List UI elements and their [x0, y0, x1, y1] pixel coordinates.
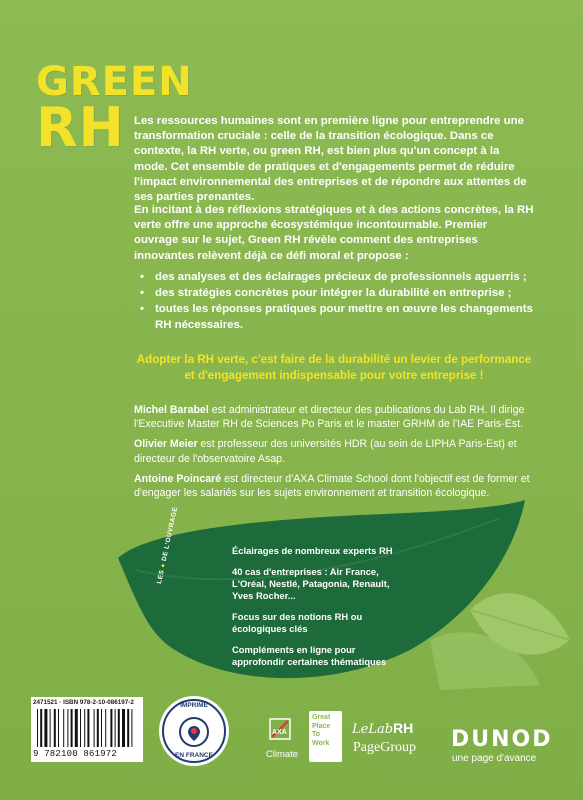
- badge-top-text: IMPRIMÉ: [180, 702, 208, 709]
- author-bio-text: est administrateur et directeur des publications du Lab RH. Il dirige l'Executive Master RH de Sciences Po Paris et le master GRHM de l'IAE Paris-Est.: [134, 404, 525, 431]
- author-name: Olivier Meier: [134, 438, 198, 451]
- author-bio: [134, 403, 538, 431]
- axa-climate-logo: [262, 715, 298, 767]
- barcode-bar: [67, 709, 68, 747]
- author-bio: [134, 437, 538, 465]
- barcode-bar: [97, 709, 99, 747]
- gptw-word: Work: [312, 739, 330, 747]
- barcode-bar: [110, 709, 112, 747]
- gptw-word: Place: [312, 722, 331, 730]
- intro-paragraph-2: En incitant à des réflexions stratégiques et à des actions concrètes, la RH verte offre une approche écosystémique incontournable. Premier ouvrage sur le sujet, Green RH révèle comment des entreprises innovantes relèvent déjà ce défi moral et propose :: [134, 204, 534, 262]
- feature-item: 40 cas d'entreprises : Air France, L'Oréal, Nestlé, Patagonia, Renault, Yves Rocher...: [232, 566, 390, 601]
- pagegroup-logo: PageGroup: [353, 740, 416, 755]
- barcode-box: [31, 697, 143, 762]
- barcode-bar: [71, 709, 73, 747]
- barcode-bar: [50, 709, 51, 747]
- barcode-bar: [58, 709, 59, 747]
- great-place-to-work-logo: [309, 711, 342, 762]
- dunod-logo: DUNOD: [451, 727, 553, 752]
- gptw-word: Great: [312, 714, 331, 721]
- barcode-bar: [127, 709, 129, 747]
- barcode-bar: [118, 709, 120, 747]
- author-bio-text: est professeur des universités HDR (au sein de LIPHA Paris-Est) et directeur de l'observatoire Asap.: [134, 438, 517, 465]
- barcode-bar: [115, 709, 116, 747]
- intro-paragraph-1: Les ressources humaines sont en première ligne pour entreprendre une transformation cruciale : celle de la transition écologique. Dans ce contexte, la RH verte, ou green RH, est bien plus qu'un concept à la mode. Cet ensemble de pratiques et d'engagements permet de réduire l'impact environnemental des entreprises et de répondre aux attentes de ses parties prenantes.: [134, 115, 527, 204]
- gptw-word: To: [312, 731, 321, 738]
- feature-item: Éclairages de nombreux experts RH: [232, 545, 393, 556]
- author-name: Antoine Poincaré: [134, 472, 222, 485]
- bullet-item: • des analyses et des éclairages précieux de professionnels aguerris ;: [140, 270, 536, 285]
- barcode-bar: [40, 709, 42, 747]
- axa-climate-text: Climate: [265, 749, 299, 760]
- author-bio-text: est directeur d'AXA Climate School dont l'objectif est de former et d'engager les salariés sur les sujets environnement et transition écologique.: [134, 472, 530, 500]
- barcode-digits: 9 782100 861972: [33, 749, 118, 759]
- lelab-rh-logo: [352, 720, 413, 737]
- barcode-bar: [105, 709, 106, 747]
- badge-bottom-text: EN FRANCE: [175, 752, 213, 759]
- feature-item: Focus sur des notions RH ou écologiques clés: [232, 611, 363, 634]
- title-line-2: RH: [36, 96, 125, 159]
- barcode-bar: [75, 709, 78, 747]
- barcode-bar: [44, 709, 47, 747]
- barcode-bar: [122, 709, 125, 747]
- barcode-bar: [131, 709, 132, 747]
- highlight-statement: Adopter la RH verte, c'est faire de la durabilité un levier de performance et d'engagement indispensable pour votre entreprise !: [136, 353, 532, 382]
- title-line-1: GREEN: [36, 59, 193, 105]
- bullet-item: • toutes les réponses pratiques pour mettre en œuvre les changements RH nécessaires.: [140, 302, 536, 332]
- bullet-item: • des stratégies concrètes pour intégrer la durabilité en entreprise ;: [140, 286, 536, 301]
- barcode-bar: [94, 709, 95, 747]
- bullet-list: [140, 270, 536, 334]
- axa-icon: [262, 715, 298, 747]
- barcode-bar: [84, 709, 85, 747]
- features-label-post: DE L'OUVRAGE: [160, 506, 180, 562]
- lelab-text: LeLab: [352, 722, 394, 737]
- imprime-en-france-badge: [157, 694, 231, 768]
- barcode-bar: [63, 709, 64, 747]
- barcode-bar: [37, 709, 38, 747]
- plus-icon: ●: [159, 562, 168, 569]
- barcode-bar: [101, 709, 102, 747]
- isbn-label: 2471521 · ISBN 978-2-10-086197-2: [33, 699, 134, 706]
- author-name: Michel Barabel: [134, 404, 209, 416]
- barcode-bar: [87, 709, 89, 747]
- dunod-tagline: une page d'avance: [452, 753, 537, 764]
- barcode-bar: [54, 709, 56, 747]
- feature-item: Compléments en ligne pour approfondir certaines thématiques: [232, 644, 387, 667]
- barcode-bar: [80, 709, 81, 747]
- svg-text:AXA: AXA: [272, 729, 287, 736]
- barcode-icon: [33, 709, 141, 749]
- features-list: [232, 545, 407, 677]
- features-label-pre: LES: [156, 569, 166, 585]
- lelab-rh-text: RH: [393, 720, 414, 736]
